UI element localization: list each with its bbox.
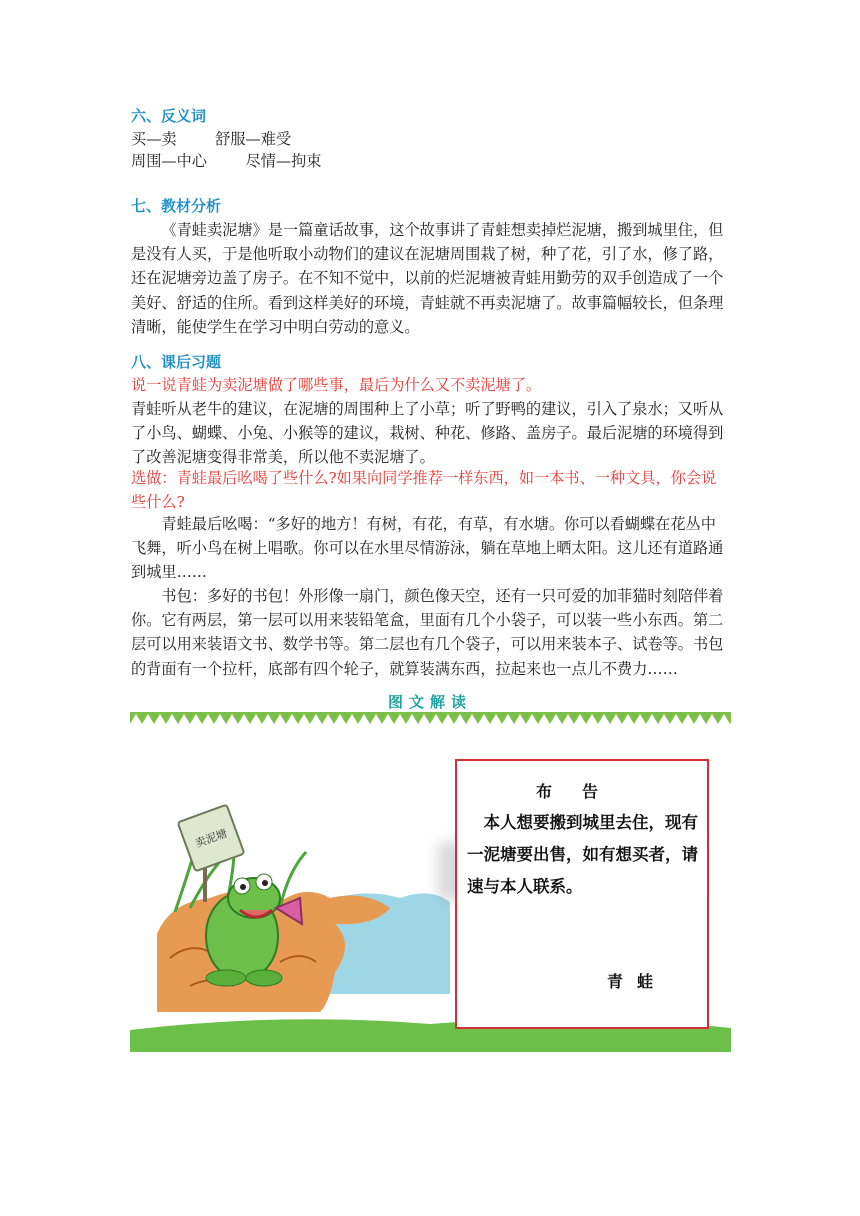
- notice-body: 本人想要搬到城里去住，现有一泥塘要出售，如有想买者，请速与本人联系。: [467, 813, 698, 896]
- section-heading-exercises: 八、课后习题: [131, 353, 222, 371]
- section-heading-analysis: 七、教材分析: [131, 197, 222, 215]
- notice-title: 布告: [535, 782, 628, 801]
- exercise-answer-2-frog: 青蛙最后吆喝：“多好的地方！有树，有花，有草，有水塘。你可以看蝴蝶在花丛中飞舞，听小鸟在树上唱歌。你可以在水里尽情游泳，躺在草地上晒太阳。这儿还有道路通到城里……: [131, 515, 724, 582]
- sign-label: 卖泥塘: [193, 826, 229, 851]
- exercise-question-1: 说一说青蛙为卖泥塘做了哪些事，最后为什么又不卖泥塘了。: [131, 376, 542, 394]
- analysis-paragraph: 《青蛙卖泥塘》是一篇童话故事，这个故事讲了青蛙想卖掉烂泥塘，搬到城里住，但是没有人买，于是他听取小动物们的建议在泥塘周围栽了树，种了花，引了水，修了路，还在泥塘旁边盖了房子。在不知不觉中，以前的烂泥塘被青蛙用勤劳的双手创造成了一个美好、舒适的住所。看到这样美好的环境，青蛙就不再卖泥塘了。故事篇幅较长，但条理清晰，能使学生在学习中明白劳动的意义。: [131, 221, 724, 336]
- antonym-line-1: 买—卖 舒服—难受: [131, 130, 292, 148]
- exercise-question-2: 选做：青蛙最后吆喝了些什么?如果向同学推荐一样东西，如一本书、一种文具，你会说些什么?: [131, 469, 717, 512]
- notice-signature: 青蛙: [607, 972, 668, 991]
- exercise-answer-1: 青蛙听从老牛的建议，在泥塘的周围种上了小草；听了野鸭的建议，引入了泉水；又听从了小鸟、蝴蝶、小兔、小猴等的建议，栽树、种花、修路、盖房子。最后泥塘的环境得到了改善泥塘变得非常美，所以他不卖泥塘了。: [131, 400, 724, 467]
- section-heading-antonyms: 六、反义词: [131, 107, 207, 125]
- antonym-line-2: 周围—中心 尽情—拘束: [131, 152, 322, 170]
- figure-caption: 图文解读: [387, 693, 472, 711]
- exercise-answer-2-schoolbag: 书包：多好的书包！外形像一扇门，颜色像天空，还有一只可爱的加菲猫时刻陪伴着你。它有两层，第一层可以用来装铅笔盒，里面有几个小袋子，可以装一些小东西。第二层可以用来装语文书、数学书等。第二层也有几个袋子，可以用来装本子、试卷等。书包的背面有一个拉杆，底部有四个轮子，就算装满东西，拉起来也一点儿不费力……: [131, 587, 724, 678]
- notice-board: [455, 759, 709, 1029]
- top-border: [130, 712, 731, 724]
